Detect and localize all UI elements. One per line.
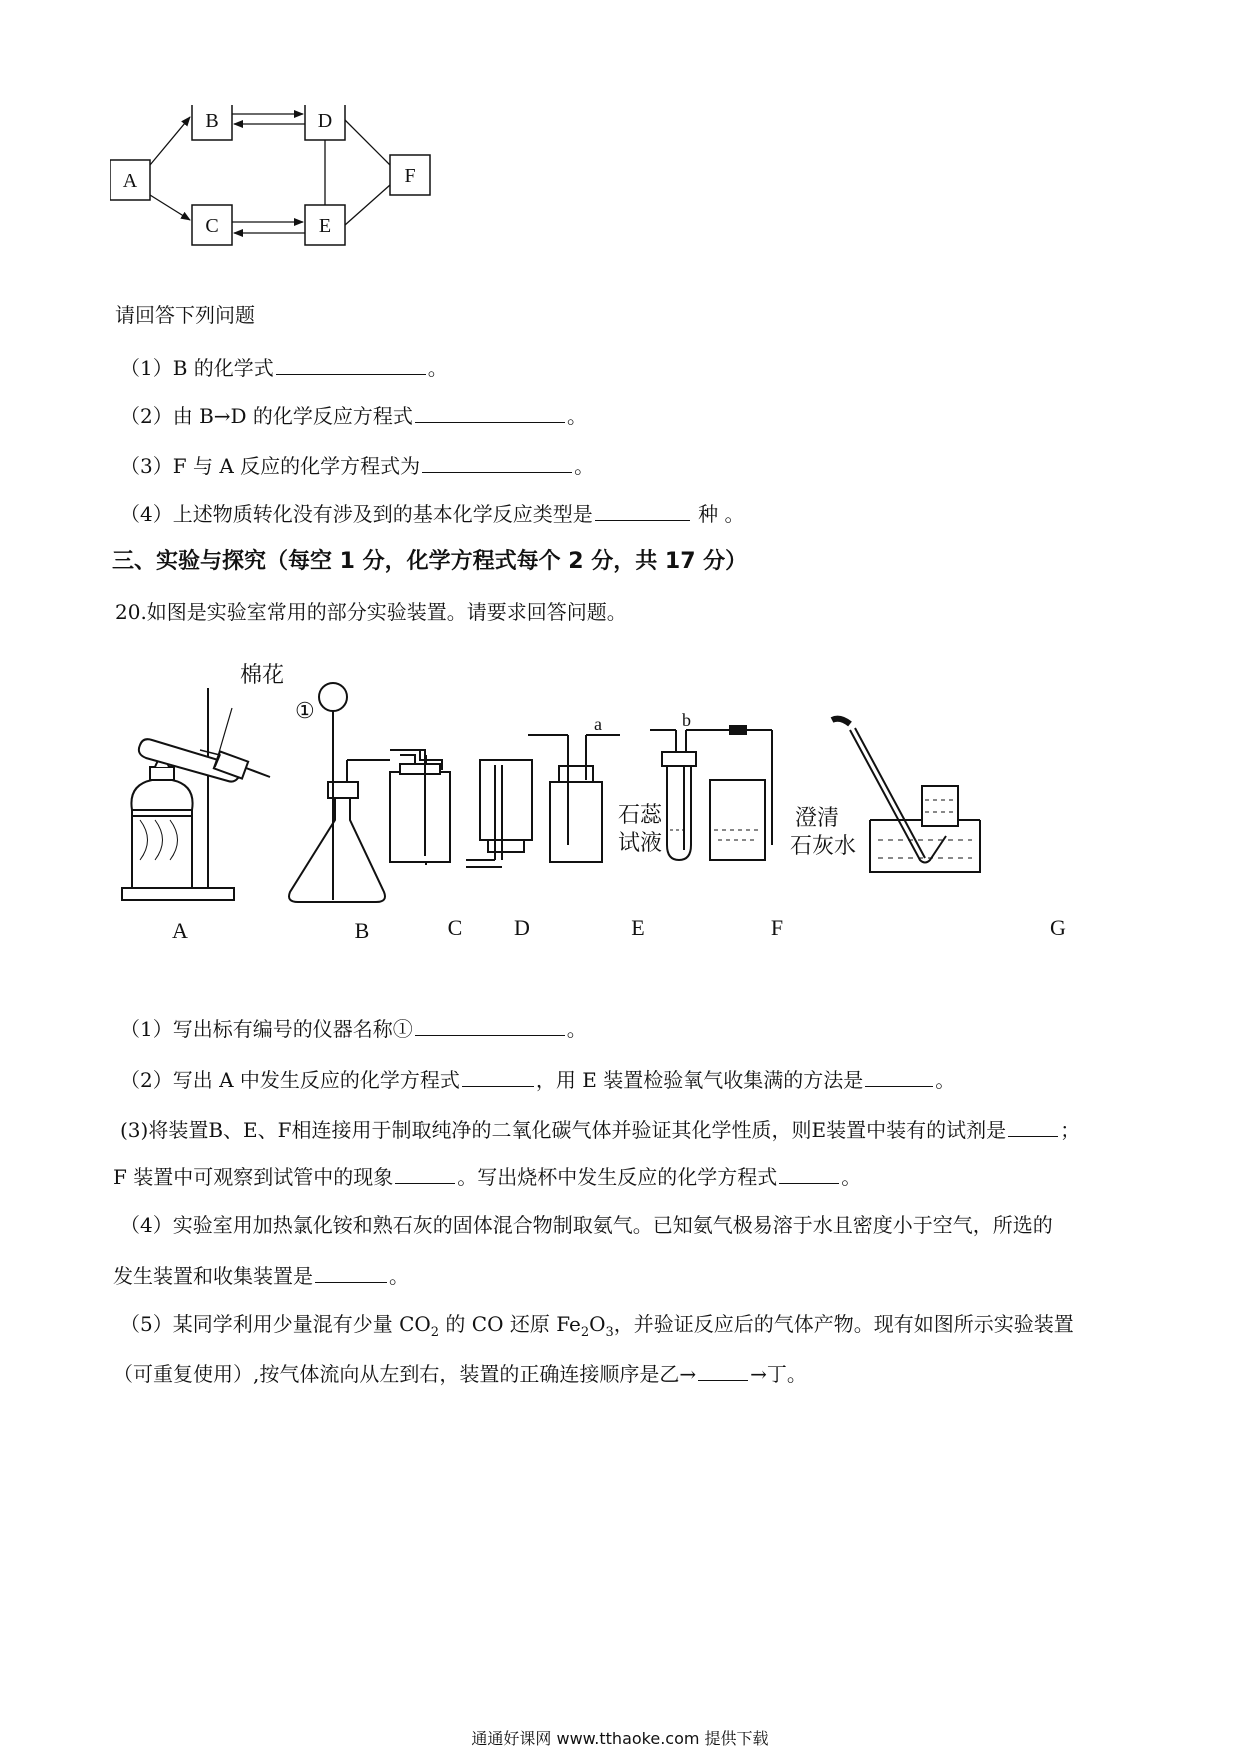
answer-blank[interactable]	[779, 1163, 839, 1184]
answer-blank[interactable]	[595, 500, 690, 521]
q20-item-2	[120, 1066, 955, 1093]
q20-item-2-mid: ，用 E 装置检验氧气收集满的方法是	[535, 1068, 864, 1092]
node-a-label: A	[122, 170, 138, 192]
apparatus-figure	[110, 660, 1130, 950]
limewater-label-2: 石灰水	[790, 834, 857, 859]
answer-blank[interactable]	[276, 354, 426, 375]
o-subscript: 3	[605, 1325, 614, 1340]
answer-blank[interactable]	[422, 452, 572, 473]
q19-item-1-text: （1）B 的化学式	[120, 356, 274, 380]
line-d-f	[345, 120, 390, 165]
litmus-label-2: 试液	[618, 831, 663, 856]
co2-subscript: 2	[430, 1325, 440, 1340]
apparatus-d	[466, 760, 532, 867]
node-c-label: C	[205, 215, 219, 237]
port-b-label: b	[682, 710, 691, 730]
q20-item-3a	[120, 1116, 1080, 1143]
answer-blank[interactable]	[395, 1163, 455, 1184]
apparatus-c	[390, 750, 450, 865]
apparatus-label-f: F	[770, 915, 784, 940]
section-3-title: 三、实验与探究（每空 1 分，化学方程式每个 2 分，共 17 分）	[112, 549, 748, 574]
q20-item-1	[120, 1015, 587, 1042]
q20-item-4b-text: 发生装置和收集装置是	[113, 1264, 313, 1288]
q20-item-1-text: （1）写出标有编号的仪器名称①	[120, 1017, 413, 1041]
q20-item-1-end: 。	[566, 1017, 587, 1041]
q20-item-5b	[113, 1360, 807, 1387]
q20-item-5a-p3: O	[589, 1312, 606, 1336]
apparatus-label-b: B	[354, 918, 370, 943]
answer-blank[interactable]	[698, 1360, 748, 1381]
q20-item-4b-end: 。	[389, 1264, 409, 1288]
q20-item-3a-text: (3)将装置B、E、F相连接用于制取纯净的二氧化碳气体并验证其化学性质，则E装置中装有的试剂是	[120, 1118, 1007, 1142]
mark-1-label: ①	[295, 698, 315, 723]
apparatus-label-d: D	[514, 915, 530, 940]
q19-item-2-end: 。	[566, 404, 587, 428]
apparatus-e	[528, 735, 620, 862]
answer-blank[interactable]	[1008, 1116, 1058, 1137]
q19-item-2-text: （2）由 B→D 的化学反应方程式	[120, 404, 413, 428]
arrow-a-to-b	[150, 117, 190, 165]
line-e-f	[345, 185, 390, 225]
q20-item-5b-text: （可重复使用）,按气体流向从左到右，装置的正确连接顺序是乙→	[113, 1362, 697, 1386]
litmus-label-1: 石蕊	[618, 803, 663, 828]
apparatus-a	[122, 688, 270, 900]
page-footer: 通通好课网 www.tthaoke.com 提供下载	[471, 1729, 769, 1748]
q19-item-3-text: （3）F 与 A 反应的化学方程式为	[120, 454, 421, 478]
answer-blank[interactable]	[415, 1015, 565, 1036]
relationship-diagram	[110, 105, 490, 285]
cotton-label: 棉花	[240, 663, 285, 688]
apparatus-label-a: A	[172, 918, 188, 943]
q20-item-3b-mid: 。写出烧杯中发生反应的化学方程式	[457, 1165, 778, 1189]
q19-item-4	[120, 500, 744, 527]
q19-item-4-text: （4）上述物质转化没有涉及到的基本化学反应类型是	[120, 502, 593, 526]
q20-item-3a-end: ；	[1060, 1118, 1081, 1142]
node-b-label: B	[205, 110, 219, 132]
node-e-label: E	[318, 215, 332, 237]
q20-item-3b	[113, 1163, 861, 1190]
limewater-label-1: 澄清	[795, 806, 840, 831]
q19-intro: 请回答下列问题	[115, 303, 255, 327]
apparatus-label-c: C	[447, 915, 463, 940]
q20-stem: 20.如图是实验室常用的部分实验装置。请要求回答问题。	[115, 600, 627, 624]
answer-blank[interactable]	[865, 1066, 933, 1087]
answer-blank[interactable]	[415, 402, 565, 423]
port-a-label: a	[594, 714, 602, 734]
q20-item-5b-end: →丁。	[750, 1362, 807, 1386]
apparatus-f	[650, 726, 772, 860]
q20-item-5a-p1: （5）某同学利用少量混有少量 CO	[120, 1312, 431, 1336]
q20-item-4a: （4）实验室用加热氯化铵和熟石灰的固体混合物制取氨气。已知氨气极易溶于水且密度小于空气，所选的	[120, 1213, 1053, 1237]
q19-item-2	[120, 402, 587, 429]
q19-item-1-end: 。	[427, 356, 448, 380]
apparatus-label-g: G	[1050, 915, 1066, 940]
q19-item-3-end: 。	[574, 454, 595, 478]
node-d-label: D	[317, 110, 333, 132]
q20-item-2-text: （2）写出 A 中发生反应的化学方程式	[120, 1068, 460, 1092]
q19-item-1	[120, 354, 448, 381]
apparatus-label-e: E	[631, 915, 645, 940]
q20-item-3b-text: F 装置中可观察到试管中的现象	[113, 1165, 394, 1189]
answer-blank[interactable]	[462, 1066, 534, 1087]
node-f-label: F	[404, 165, 416, 187]
q19-item-4-end: 种 。	[691, 502, 745, 526]
answer-blank[interactable]	[315, 1262, 387, 1283]
q20-item-5a-p4: ，并验证反应后的气体产物。现有如图所示实验装置	[613, 1312, 1074, 1336]
fe-subscript: 2	[580, 1325, 590, 1340]
q20-item-5a	[120, 1311, 1074, 1346]
q20-item-5a-p2: 的 CO 还原 Fe	[439, 1312, 581, 1336]
arrow-a-to-c	[150, 195, 190, 220]
q20-item-2-end: 。	[935, 1068, 956, 1092]
q19-item-3	[120, 452, 594, 479]
q20-item-3b-end: 。	[841, 1165, 862, 1189]
q20-item-4b	[113, 1262, 409, 1289]
